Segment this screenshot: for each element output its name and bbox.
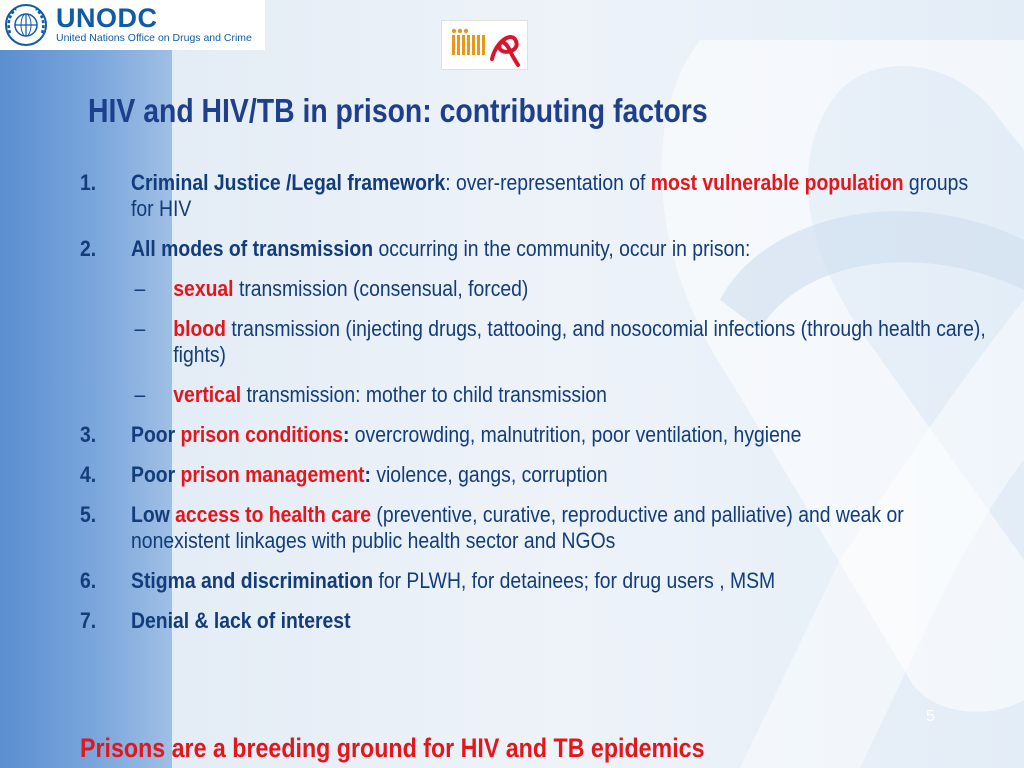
item-colon: : [342,422,350,447]
un-emblem-icon [4,3,48,47]
red-ribbon-people-icon [442,21,529,71]
sub-bullet: – [134,382,146,407]
list-item [80,422,995,448]
logo-name: UNODC [56,3,158,33]
list-item [80,502,995,554]
item-highlight: most vulnerable population [650,170,904,195]
item-number: 7. [80,608,97,633]
item-heading: Poor [131,422,181,447]
sub-item [80,276,995,302]
item-number: 4. [80,462,97,487]
item-text: : over-representation of [445,170,651,195]
sub-text: transmission (injecting drugs, tattooing, and nosocomial infections (through health care), fights) [173,316,986,367]
item-highlight: prison management [180,462,365,487]
item-heading: Stigma and discrimination [131,568,374,593]
slide-title: HIV and HIV/TB in prison: contributing factors [88,92,708,129]
sub-text: transmission (consensual, forced) [233,276,529,301]
unodc-logo [0,0,265,50]
item-text: overcrowding, malnutrition, poor ventilation, hygiene [349,422,802,447]
item-heading: Low [131,502,176,527]
sub-highlight: vertical [173,382,242,407]
item-text: (preventive, curative, reproductive and palliative) and weak or nonexistent linkages with public health sector and NGOs [131,502,904,553]
sub-bullet: – [134,276,146,301]
item-heading: Criminal Justice /Legal framework [131,170,446,195]
item-highlight: prison conditions [180,422,343,447]
item-number: 3. [80,422,97,447]
list-item [80,236,995,262]
item-heading: Denial & lack of interest [131,608,351,633]
list-item [80,462,995,488]
conclusion-statement: Prisons are a breeding ground for HIV and TB epidemics [80,733,705,763]
item-number: 5. [80,502,97,527]
item-heading: Poor [131,462,181,487]
item-text: for PLWH, for detainees; for drug users , MSM [373,568,776,593]
sub-item [80,316,995,368]
list-item [80,170,995,222]
sub-bullet: – [134,316,146,341]
item-text: violence, gangs, corruption [370,462,608,487]
sub-text: transmission: mother to child transmission [241,382,607,407]
item-colon: : [364,462,371,487]
logo-subtitle: United Nations Office on Drugs and Crime [56,32,252,44]
item-number: 2. [80,236,97,261]
page-number: 5 [926,708,935,725]
item-number: 6. [80,568,97,593]
item-text: occurring in the community, occur in prison: [373,236,751,261]
list-item [80,568,995,594]
item-number: 1. [80,170,97,195]
sub-item [80,382,995,408]
partner-logo [441,20,528,70]
sub-highlight: sexual [173,276,234,301]
list-item [80,608,995,634]
item-heading: All modes of transmission [131,236,374,261]
factor-list [80,170,995,634]
sub-highlight: blood [173,316,226,341]
item-highlight: access to health care [175,502,372,527]
item-text: groups for HIV [131,170,969,221]
